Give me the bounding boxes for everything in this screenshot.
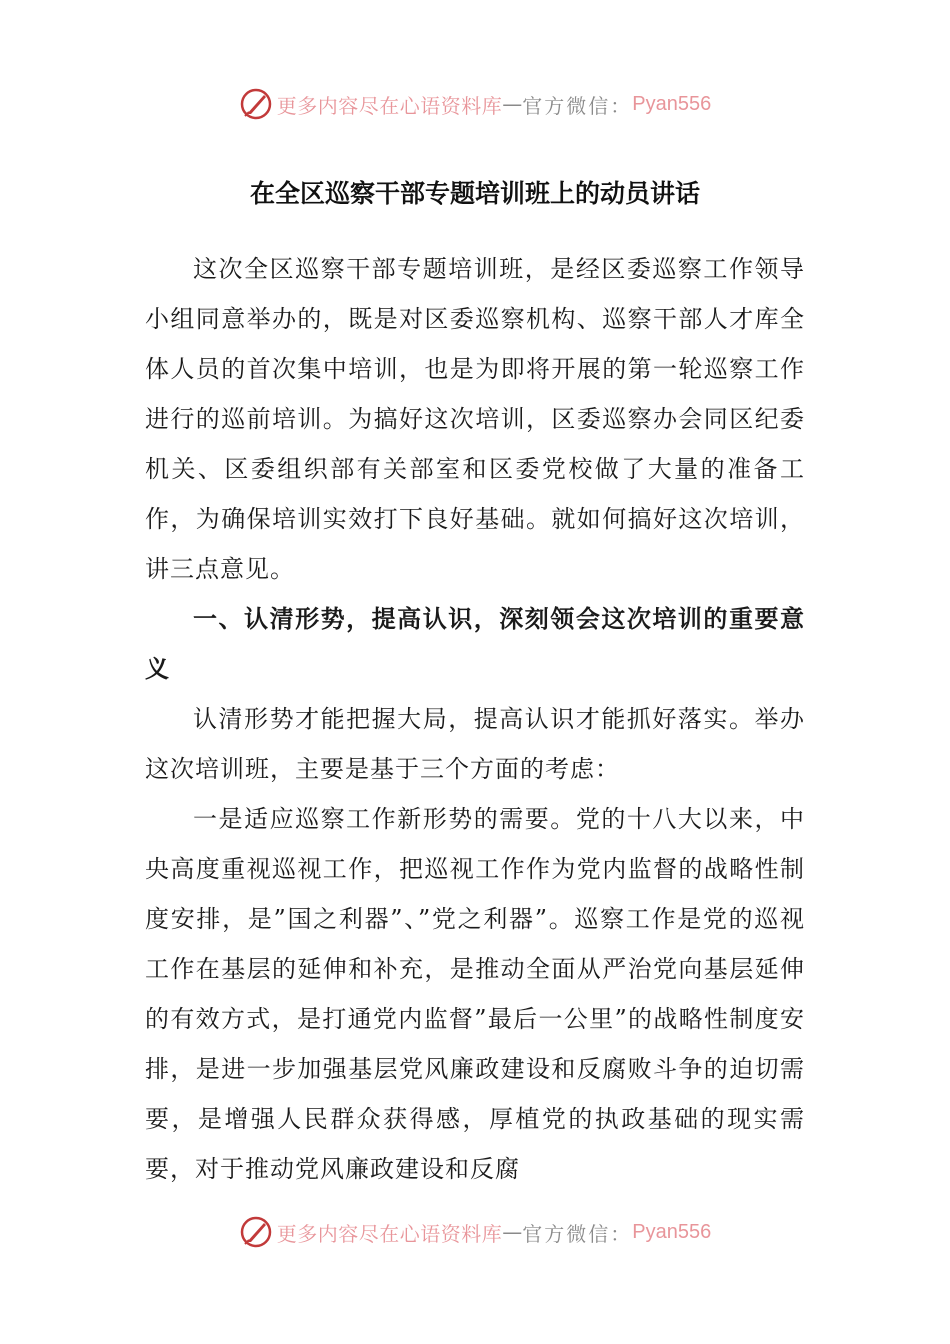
section-heading-1: 一、认清形势，提高认识，深刻领会这次培训的重要意义 [145, 605, 805, 683]
quill-logo-icon [239, 87, 273, 121]
watermark-label: 官方微信： [522, 1221, 633, 1246]
watermark-wechat-id: Pyan556 [632, 1220, 712, 1243]
paragraph-intro: 这次全区巡察干部专题培训班，是经区委巡察工作领导小组同意举办的，既是对区委巡察机构、巡察干部人才库全体人员的首次集中培训，也是为即将开展的第一轮巡察工作进行的巡前培训。为搞好这次培训，区委巡察办会同区纪委机关、区委组织部有关部室和区委党校做了大量的准备工作，为确保培训实效打下良好基础。就如何搞好这次培训，讲三点意见。 [145, 255, 805, 583]
quill-logo-icon [239, 1215, 273, 1249]
paragraph-point-1: 一是适应巡察工作新形势的需要。党的十八大以来，中央高度重视巡视工作，把巡视工作作为党内监督的战略性制度安排，是”国之利器”、”党之利器”。巡察工作是党的巡视工作在基层的延伸和补充，是推动全面从严治党向基层延伸的有效方式，是打通党内监督”最后一公里”的战略性制度安排，是进一步加强基层党风廉政建设和反腐败斗争的迫切需要，是增强人民群众获得感，厚植党的执政基础的现实需要，对于推动党风廉政建设和反腐 [145, 805, 805, 1183]
watermark-dash: — [502, 1220, 523, 1244]
watermark-site-text: 更多内容尽在心语资料库 [276, 93, 503, 118]
watermark-label: 官方微信： [522, 93, 633, 118]
watermark-site-text: 更多内容尽在心语资料库 [276, 1221, 503, 1246]
watermark-wechat-id: Pyan556 [632, 92, 712, 115]
watermark-dash: — [502, 92, 523, 116]
watermark-header [0, 84, 950, 124]
watermark-footer [0, 1212, 950, 1252]
document-body [145, 244, 805, 1194]
document-title: 在全区巡察干部专题培训班上的动员讲话 [249, 179, 700, 208]
paragraph-section-1-intro: 认清形势才能把握大局，提高认识才能抓好落实。举办这次培训班，主要是基于三个方面的考虑： [145, 705, 805, 783]
